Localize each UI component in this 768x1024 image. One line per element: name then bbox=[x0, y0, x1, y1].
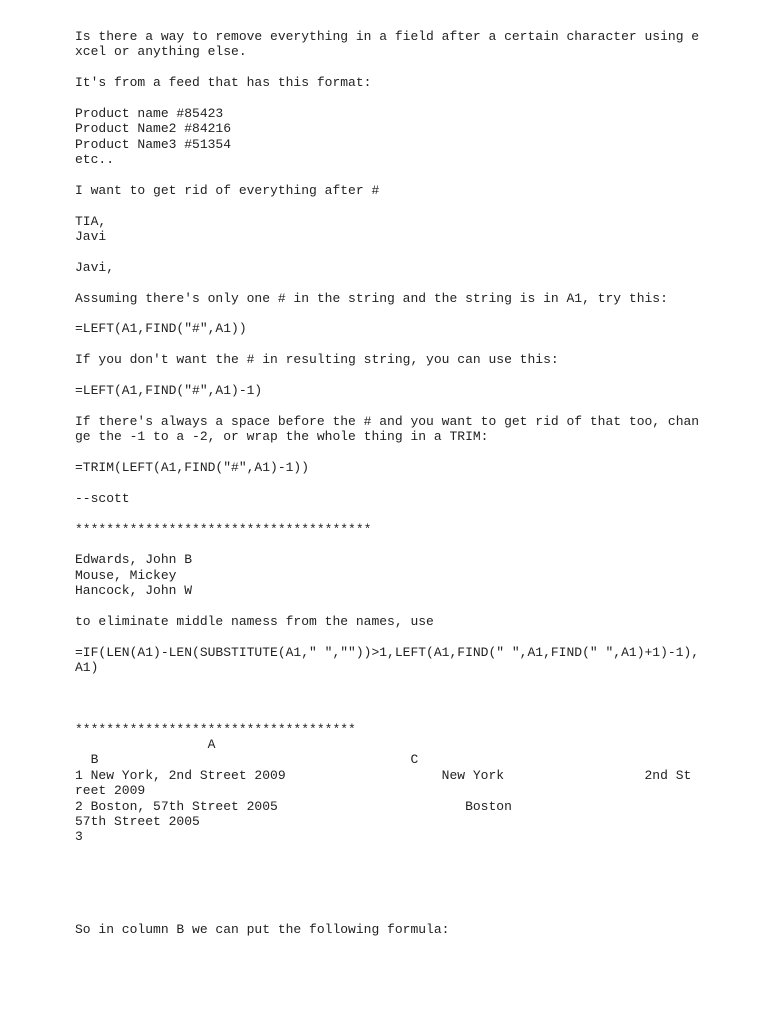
blank-line bbox=[75, 337, 695, 352]
text-line: So in column B we can put the following formula: bbox=[75, 921, 450, 937]
text-line: If there's always a space before the # and you want to get rid of that too, chan bbox=[75, 413, 700, 429]
blank-line bbox=[75, 691, 695, 706]
text-line: A bbox=[75, 736, 216, 752]
blank-line bbox=[75, 198, 695, 213]
text-line: 2 Boston, 57th Street 2005 Boston bbox=[75, 798, 512, 814]
blank-line bbox=[75, 275, 695, 290]
blank-line bbox=[75, 706, 695, 721]
text-line: to eliminate middle namess from the names, use bbox=[75, 613, 434, 629]
text-line: Mouse, Mickey bbox=[75, 567, 177, 583]
blank-line bbox=[75, 537, 695, 552]
text-line: etc.. bbox=[75, 152, 115, 168]
blank-line bbox=[75, 244, 695, 259]
blank-line bbox=[75, 398, 695, 413]
blank-line bbox=[75, 91, 695, 106]
text-line: B C bbox=[75, 752, 419, 768]
blank-line bbox=[75, 306, 695, 321]
text-line: =LEFT(A1,FIND("#",A1)) bbox=[75, 321, 247, 337]
text-line: 57th Street 2005 bbox=[75, 813, 200, 829]
text-line: 3 bbox=[75, 829, 83, 845]
text-line: =TRIM(LEFT(A1,FIND("#",A1)-1)) bbox=[75, 459, 310, 475]
blank-line bbox=[75, 891, 695, 906]
text-line: =LEFT(A1,FIND("#",A1)-1) bbox=[75, 382, 263, 398]
blank-line bbox=[75, 368, 695, 383]
text-line: A1) bbox=[75, 660, 99, 676]
blank-line bbox=[75, 860, 695, 875]
blank-line bbox=[75, 598, 695, 613]
text-line: --scott bbox=[75, 490, 130, 506]
blank-line bbox=[75, 629, 695, 644]
blank-line bbox=[75, 445, 695, 460]
blank-line bbox=[75, 60, 695, 75]
blank-line bbox=[75, 506, 695, 521]
text-line: Javi, bbox=[75, 259, 115, 275]
blank-line bbox=[75, 168, 695, 183]
text-line: ************************************ bbox=[75, 721, 356, 737]
text-line: Hancock, John W bbox=[75, 583, 193, 599]
text-line: Assuming there's only one # in the string and the string is in A1, try this: bbox=[75, 290, 668, 306]
text-line: 1 New York, 2nd Street 2009 New York 2nd St bbox=[75, 767, 692, 783]
text-line: reet 2009 bbox=[75, 783, 146, 799]
text-line: Edwards, John B bbox=[75, 552, 193, 568]
text-line: ************************************** bbox=[75, 521, 372, 537]
text-line: If you don't want the # in resulting string, you can use this: bbox=[75, 352, 559, 368]
text-line: Product name #85423 bbox=[75, 105, 224, 121]
blank-line bbox=[75, 875, 695, 890]
text-line: Javi bbox=[75, 229, 107, 245]
text-line: It's from a feed that has this format: bbox=[75, 75, 372, 91]
text-line: TIA, bbox=[75, 213, 107, 229]
blank-line bbox=[75, 845, 695, 860]
document-body bbox=[75, 29, 700, 937]
text-line: =IF(LEN(A1)-LEN(SUBSTITUTE(A1," ",""))>1,LEFT(A1,FIND(" ",A1,FIND(" ",A1)+1)-1), bbox=[75, 644, 700, 660]
blank-line bbox=[75, 675, 695, 690]
text-line: Product Name3 #51354 bbox=[75, 136, 232, 152]
text-line: ge the -1 to a -2, or wrap the whole thing in a TRIM: bbox=[75, 429, 489, 445]
blank-line bbox=[75, 906, 695, 921]
text-line: Product Name2 #84216 bbox=[75, 121, 232, 137]
text-line: xcel or anything else. bbox=[75, 44, 247, 60]
text-line: Is there a way to remove everything in a field after a certain character using e bbox=[75, 29, 700, 44]
blank-line bbox=[75, 475, 695, 490]
text-line: I want to get rid of everything after # bbox=[75, 182, 380, 198]
